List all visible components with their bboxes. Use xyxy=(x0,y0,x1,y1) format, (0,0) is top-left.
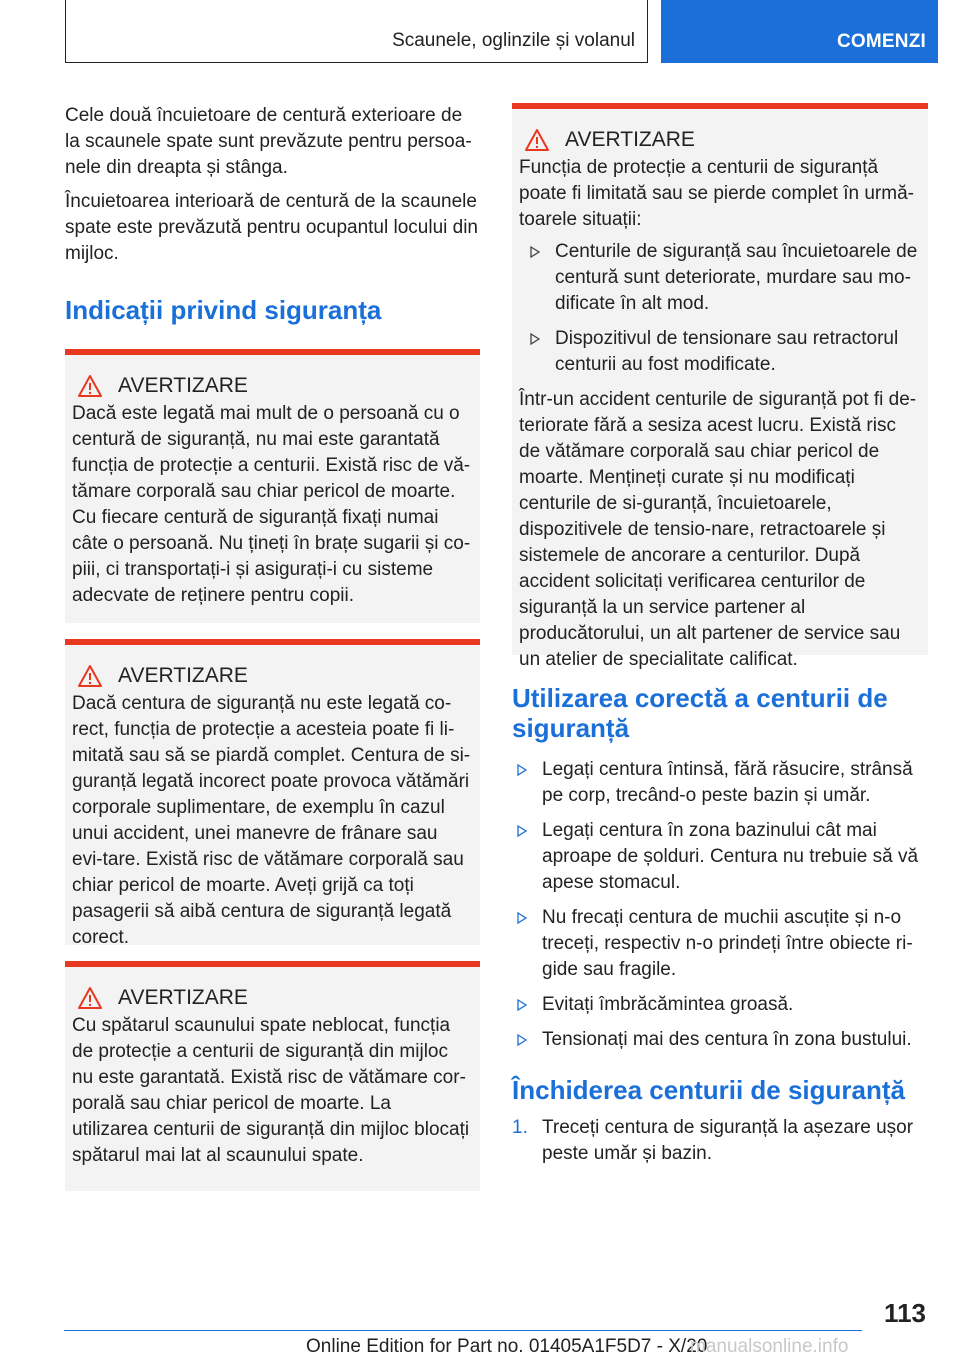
warning-intro: Funcția de protecție a centurii de siguranță poate fi limitată sau se pierde complet în urmă-toarele situații: xyxy=(519,157,914,230)
page-number: 113 xyxy=(884,1298,926,1328)
warning-triangle-icon xyxy=(77,986,111,1010)
warning-text: Cu spătarul scaunului spate neblocat, funcția de protecție a centurii de siguranță din mijloc nu este garantată. Există risc de vătămare cor-porală sau chiar pericol de moarte. La utilizarea centurii de siguranță din mijloc blocați spătarul mai lat al scaunului spate. xyxy=(72,1015,470,1166)
intro-paragraph-2: Încuietoarea interioară de centură de la scaunele spate este prevăzută pentru ocupantul locului din mijloc. xyxy=(65,191,478,264)
warning-box-3 xyxy=(65,961,480,1191)
footer-divider xyxy=(64,1330,862,1331)
watermark: manualsonline.info xyxy=(690,1336,849,1357)
triangle-bullet-icon xyxy=(527,239,543,265)
warning-box-4 xyxy=(512,103,928,670)
correct-use-heading: Utilizarea corectă a centurii de siguranță xyxy=(512,683,888,743)
step-number: 1. xyxy=(512,1117,528,1138)
list-item: Evitați îmbrăcămintea groasă. xyxy=(512,992,928,1018)
list-item: Tensionați mai des centura în zona bustului. xyxy=(512,1027,928,1053)
warning-text: Dacă este legată mai mult de o persoană cu o centură de siguranță, nu mai este garantată funcția de protecție a centurii. Există risc de vă-tămare corporală sau chiar pericol de moarte. Cu fiecare centură de siguranță fixați numai câte o persoană. Nu țineți în brațe sugarii și co-piii, ci transportați-i și asigurați-i cu sisteme adecvate de reținere pentru copii. xyxy=(72,403,471,606)
list-item: Nu frecați centura de muchii ascuțite și n-o treceți, respectiv n-o prindeți între obiecte ri-gide sau fragile. xyxy=(512,905,928,983)
warning-title: AVERTIZARE xyxy=(118,374,248,397)
header-section-box xyxy=(65,0,648,63)
chapter-title: COMENZI xyxy=(836,31,926,52)
warning-title: AVERTIZARE xyxy=(565,128,695,151)
triangle-bullet-icon xyxy=(514,905,530,931)
left-column xyxy=(65,103,480,1191)
section-title: Scaunele, oglinzile și volanul xyxy=(392,30,635,51)
triangle-bullet-icon xyxy=(514,1027,530,1053)
warning-title: AVERTIZARE xyxy=(118,986,248,1009)
triangle-bullet-icon xyxy=(527,326,543,352)
safety-heading: Indicații privind siguranța xyxy=(65,295,382,325)
intro-paragraph-1: Cele două încuietoare de centură exterioare de la scaunele spate sunt prevăzute pentru persoa-nele din dreapta și stânga. xyxy=(65,105,472,178)
triangle-bullet-icon xyxy=(514,757,530,783)
right-column xyxy=(512,103,928,1176)
list-item: Dispozitivul de tensionare sau retractorul centurii au fost modificate. xyxy=(525,326,920,378)
correct-use-list xyxy=(512,757,928,1053)
warning-text: Dacă centura de siguranță nu este legată co-rect, funcția de protecție a acesteia poate fi li-mitată sau să se piardă complet. Centura de si-guranță legată incorect poate provoca vătămări corporale suplimentare, de exemplu în cazul unui accident, unei manevre de frânare sau evi-tare. Există risc de vătămare corporală sau chiar pericol de moarte. Aveți grijă ca toți pasagerii să aibă centura de siguranță legată corect. xyxy=(72,693,471,948)
warning-triangle-icon xyxy=(524,128,558,152)
triangle-bullet-icon xyxy=(514,992,530,1018)
header-chapter-box xyxy=(661,0,938,63)
list-item: Legați centura în zona bazinului cât mai aproape de șolduri. Centura nu trebuie să vă apese stomacul. xyxy=(512,818,928,896)
warning-title: AVERTIZARE xyxy=(118,664,248,687)
warning-triangle-icon xyxy=(77,374,111,398)
steps-list xyxy=(512,1115,928,1167)
step-item: 1. Treceți centura de siguranță la așezare ușor peste umăr și bazin. xyxy=(512,1117,914,1164)
closing-belt-heading: Închiderea centurii de siguranță xyxy=(512,1075,905,1105)
warning-triangle-icon xyxy=(77,664,111,688)
warning-outro: Într-un accident centurile de siguranță pot fi de-teriorate fără a sesiza acest lucru. Există risc de vătămare corporală sau chiar pericol de moarte. Mențineți curate și nu modificați centurile de si-guranță, încuietoarele, dispozitivele de tensio-nare, retractoarele și sistemele de ancorare a centurilor. După accident solicitați verificarea centurilor de siguranță la un service partener al producătorului, un alt partener de service sau un atelier de specialitate calificat. xyxy=(519,389,917,670)
warning-box-1 xyxy=(65,349,480,623)
list-item: Centurile de siguranță sau încuietoarele de centură sunt deteriorate, murdare sau mo-dificate în alt mod. xyxy=(525,239,920,317)
warning-box-2 xyxy=(65,639,480,948)
warning-list xyxy=(525,239,920,378)
edition-text: Online Edition for Part no. 01405A1F5D7 - X/20 xyxy=(306,1336,708,1357)
triangle-bullet-icon xyxy=(514,818,530,844)
list-item: Legați centura întinsă, fără răsucire, strânsă pe corp, trecând-o peste bazin și umăr. xyxy=(512,757,928,809)
